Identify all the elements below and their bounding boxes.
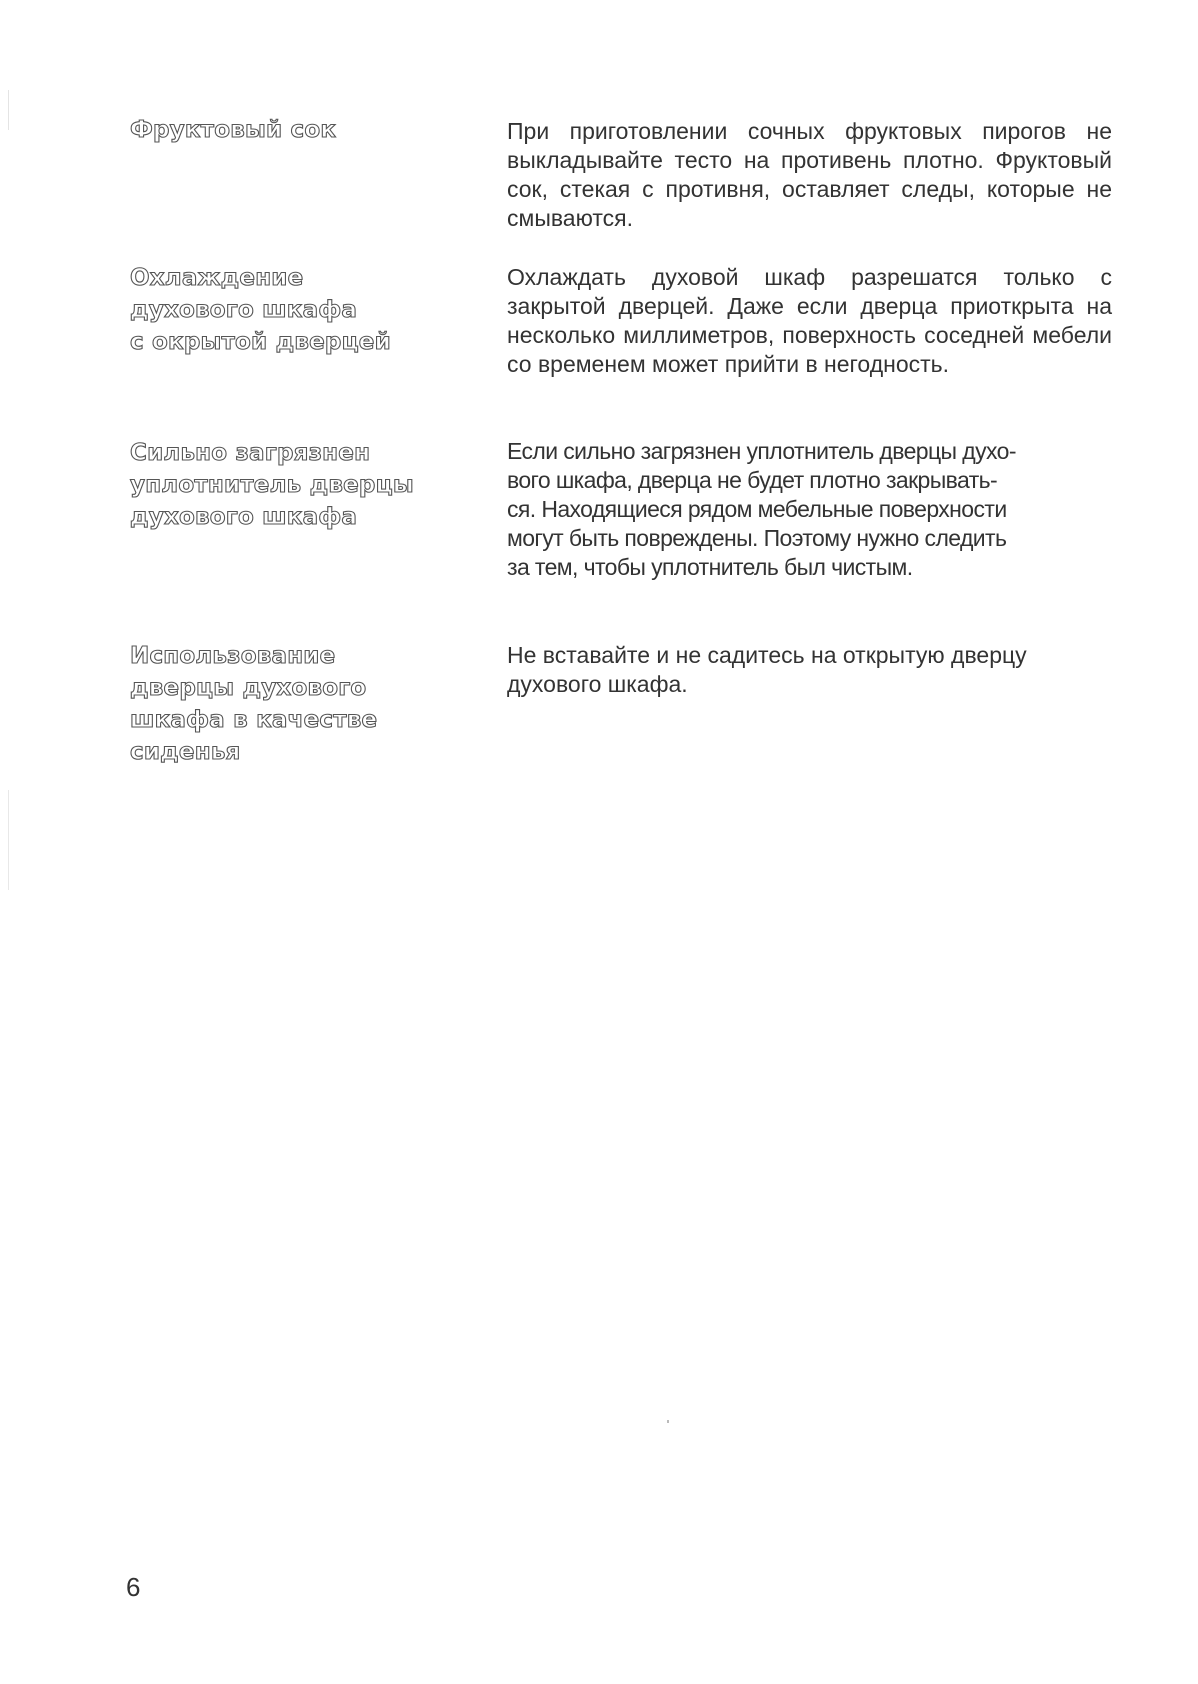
section-heading (130, 262, 460, 358)
section-text: Охлаждать духовой шкаф разрешатся только с закрытой дверцей. Даже если дверца приоткрыта на несколько миллиметров, поверхность соседней мебели со временем может прийти в негодность. (507, 264, 1112, 377)
text-line: вого шкафа, дверца не будет плотно закрывать- (507, 467, 998, 493)
scan-edge-mark (8, 790, 9, 890)
heading-line: уплотнитель дверцы (130, 472, 414, 498)
section-text: Не вставайте и не садитесь на открытую дверцу духового шкафа. (507, 642, 1027, 697)
heading-line: шкафа в качестве (130, 707, 378, 733)
section-heading (130, 640, 460, 768)
section-heading: Фруктовый сок (130, 117, 337, 143)
section-text (507, 437, 1112, 582)
text-line: за тем, чтобы уплотнитель был чистым. (507, 554, 913, 580)
section-text: При приготовлении сочных фруктовых пирогов не выкладывайте тесто на противень плотно. Фруктовый сок, стекая с противня, оставляет следы, которые не смываются. (507, 118, 1112, 231)
section-heading (130, 437, 460, 533)
heading-line: духового шкафа (130, 297, 358, 323)
heading-line: дверцы духового (130, 675, 367, 701)
heading-line: Использование (130, 643, 336, 669)
heading-line: сиденья (130, 739, 241, 765)
scan-speck (667, 1420, 669, 1423)
heading-line: духового шкафа (130, 504, 358, 530)
page-number: 6 (126, 1572, 141, 1602)
text-line: Если сильно загрязнен уплотнитель дверцы духо- (507, 438, 1016, 464)
heading-line: Сильно загрязнен (130, 440, 371, 466)
heading-line: с окрытой дверцей (130, 329, 391, 355)
scan-edge-mark (8, 90, 9, 130)
text-line: ся. Находящиеся рядом мебельные поверхности (507, 496, 1007, 522)
heading-line: Охлаждение (130, 265, 304, 291)
text-line: могут быть повреждены. Поэтому нужно следить (507, 525, 1007, 551)
